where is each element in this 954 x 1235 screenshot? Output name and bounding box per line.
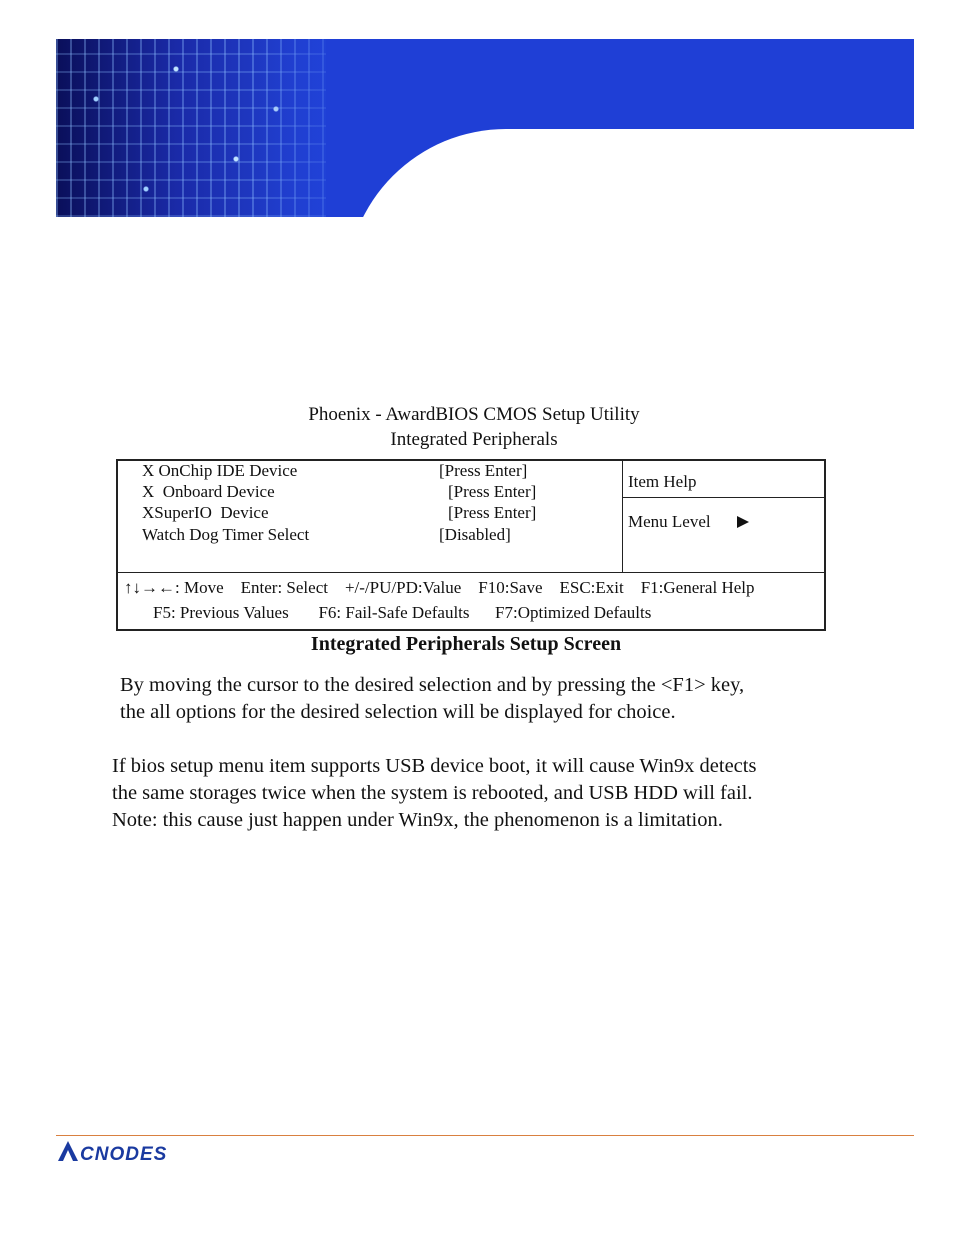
text-line: If bios setup menu item supports USB device boot, it will cause Win9x detects (112, 755, 757, 777)
item-help-panel (622, 461, 824, 572)
key-legend-line-1: ↑↓→←: Move Enter: Select +/-/PU/PD:Value F10:Save ESC:Exit F1:General Help (124, 578, 755, 597)
header-banner (56, 39, 914, 217)
bios-subtitle: Integrated Peripherals (390, 429, 558, 450)
bios-title: Phoenix - AwardBIOS CMOS Setup Utility (308, 404, 640, 425)
banner-white-curve (346, 129, 914, 217)
bios-key-legend (118, 572, 824, 629)
figure-caption: Integrated Peripherals Setup Screen (310, 633, 622, 655)
bios-item-value[interactable]: [Press Enter] (439, 461, 528, 480)
paragraph-f1-help (120, 672, 744, 726)
paragraph-usb-note (112, 753, 756, 834)
banner-gradient (256, 39, 396, 217)
bios-item-label[interactable]: X Onboard Device (142, 482, 275, 501)
footer-divider (56, 1135, 914, 1136)
svg-text:CNODES: CNODES (80, 1144, 168, 1163)
help-divider (622, 497, 824, 498)
bios-setup-screen (116, 459, 826, 631)
text-line: the same storages twice when the system is rebooted, and USB HDD will fail. (112, 782, 753, 804)
bios-item-value[interactable]: [Press Enter] (448, 503, 537, 522)
item-help-title: Item Help (628, 472, 697, 491)
text-line: Note: this cause just happen under Win9x, the phenomenon is a limitation. (112, 809, 723, 831)
right-triangle-icon (737, 516, 749, 528)
key-legend-line-2: F5: Previous Values F6: Fail-Safe Defaults F7:Optimized Defaults (153, 603, 652, 622)
bios-item-label[interactable]: XSuperIO Device (142, 503, 269, 522)
acnodes-logo-graphic (56, 1139, 211, 1163)
menu-level-label: Menu Level (628, 512, 711, 531)
bios-item-value[interactable]: [Disabled] (439, 525, 511, 544)
text-line: the all options for the desired selection will be displayed for choice. (120, 701, 676, 723)
bios-item-label[interactable]: Watch Dog Timer Select (142, 525, 310, 544)
bios-item-label[interactable]: X OnChip IDE Device (142, 461, 298, 480)
acnodes-logo (56, 1139, 211, 1169)
text-line: By moving the cursor to the desired selection and by pressing the <F1> key, (120, 674, 745, 696)
bios-item-value[interactable]: [Press Enter] (448, 482, 537, 501)
bios-item-list (118, 461, 623, 572)
